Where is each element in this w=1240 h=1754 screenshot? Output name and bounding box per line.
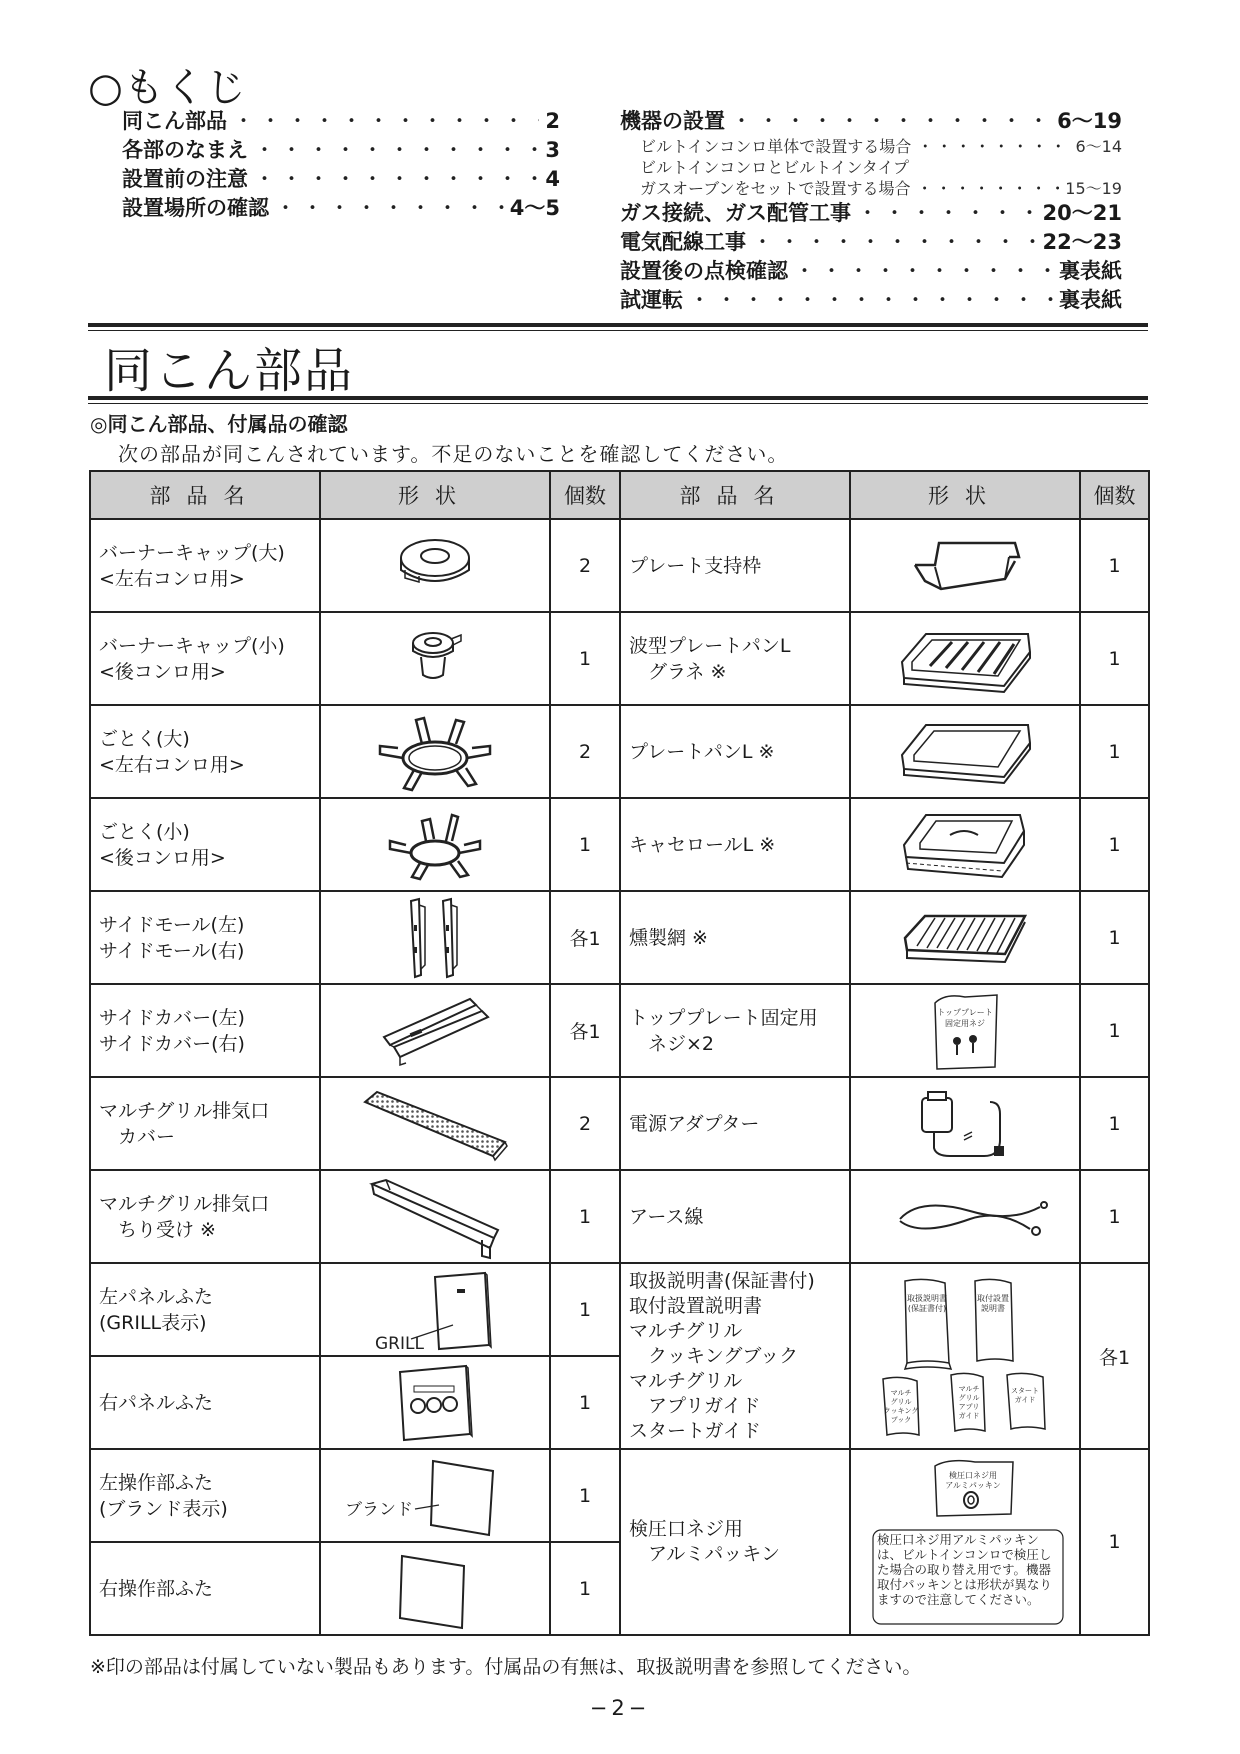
part-quantity: 1 xyxy=(550,798,620,891)
toc-entry-page: 裏表紙 xyxy=(1059,288,1122,312)
part-illustration xyxy=(320,984,550,1077)
page-number: −2− xyxy=(589,1696,651,1720)
part-quantity: 各1 xyxy=(1080,1263,1149,1449)
right-control-lid-icon xyxy=(380,1548,490,1630)
part-quantity: 1 xyxy=(550,1263,620,1356)
svg-text:検圧口ネジ用アルミパッキン: 検圧口ネジ用アルミパッキン xyxy=(945,1471,1001,1490)
part-name: 波型プレートパンL グラネ ※ xyxy=(620,612,850,705)
toc-entry[interactable] xyxy=(620,255,1122,284)
toc-entry[interactable] xyxy=(122,163,560,192)
part-quantity: 各1 xyxy=(550,984,620,1077)
part-name: 右パネルふた xyxy=(90,1356,320,1449)
part-quantity: 各1 xyxy=(550,891,620,984)
part-quantity: 1 xyxy=(1080,705,1149,798)
parts-table xyxy=(89,470,1150,1636)
part-name: 検圧口ネジ用 アルミパッキン xyxy=(620,1449,850,1635)
part-name: トッププレート固定用 ネジ×2 xyxy=(620,984,850,1077)
plate-frame-icon xyxy=(895,531,1035,601)
part-illustration xyxy=(850,705,1080,798)
screw-bag-icon xyxy=(925,989,1005,1073)
svg-text:固定用ネジ: 固定用ネジ xyxy=(945,1018,985,1028)
wave-plate-pan-icon xyxy=(890,622,1040,696)
toc-subentry-title: ビルトインコンロ単体で設置する場合 xyxy=(640,137,912,156)
part-quantity: 1 xyxy=(1080,519,1149,612)
table-row xyxy=(90,798,1149,891)
toc-entry[interactable] xyxy=(620,197,1122,226)
part-quantity: 1 xyxy=(1080,1077,1149,1170)
toc-entry-title: 各部のなまえ xyxy=(122,138,248,162)
header-part-name: 部品名 xyxy=(620,471,850,519)
part-illustration xyxy=(850,1263,1080,1449)
table-row xyxy=(90,984,1149,1077)
toc-entry[interactable] xyxy=(620,226,1122,255)
part-quantity: 1 xyxy=(550,1170,620,1263)
part-illustration xyxy=(320,1449,550,1542)
toc-heading: ○もくじ xyxy=(88,65,247,111)
part-quantity: 1 xyxy=(550,612,620,705)
toc-entry-page: 20〜21 xyxy=(1042,201,1122,225)
part-illustration xyxy=(850,1170,1080,1263)
header-count: 個数 xyxy=(550,471,620,519)
smoking-rack-icon xyxy=(895,908,1035,968)
toc-left-column xyxy=(122,105,560,221)
toc-subentry-title: ガスオーブンをセットで設置する場合 xyxy=(640,179,911,198)
side-cover-icon xyxy=(370,991,500,1071)
table-row xyxy=(90,1263,1149,1356)
aluminum-gasket-icon xyxy=(865,1456,1065,1628)
part-illustration xyxy=(320,1170,550,1263)
svg-text:取付設置説明書: 取付設置説明書 xyxy=(977,1294,1009,1313)
part-illustration xyxy=(320,891,550,984)
toc-entry-title: 機器の設置 xyxy=(620,109,725,133)
burner-cap-large-icon xyxy=(375,526,495,606)
svg-text:スタートガイド: スタートガイド xyxy=(1011,1387,1039,1404)
trivet-large-icon xyxy=(370,710,500,794)
part-name: 電源アダプター xyxy=(620,1077,850,1170)
toc-entry-title: 設置場所の確認 xyxy=(122,196,269,220)
header-shape: 形状 xyxy=(850,471,1080,519)
toc-entry-page: 22〜23 xyxy=(1042,230,1122,254)
part-illustration xyxy=(850,1449,1080,1635)
part-illustration xyxy=(850,1077,1080,1170)
table-header-row xyxy=(90,471,1149,519)
left-panel-lid-icon xyxy=(335,1267,535,1353)
dust-tray-icon xyxy=(360,1174,510,1260)
toc-subentry[interactable] xyxy=(620,176,1122,197)
exhaust-cover-icon xyxy=(355,1084,515,1164)
toc-subentry-title: ビルトインコンロとビルトインタイプ xyxy=(640,158,909,177)
brand-label: ブランド xyxy=(345,1499,413,1520)
svg-text:トッププレート: トッププレート xyxy=(937,1007,993,1017)
power-adapter-icon xyxy=(910,1084,1020,1164)
burner-cap-small-icon xyxy=(395,619,475,699)
header-shape: 形状 xyxy=(320,471,550,519)
part-name: プレートパンL ※ xyxy=(620,705,850,798)
part-name: アース線 xyxy=(620,1170,850,1263)
part-illustration xyxy=(850,798,1080,891)
part-quantity: 2 xyxy=(550,519,620,612)
toc-entry[interactable] xyxy=(122,105,560,134)
header-count: 個数 xyxy=(1080,471,1149,519)
table-row xyxy=(90,891,1149,984)
toc-entry-page: 4 xyxy=(545,167,560,191)
part-name: バーナーキャップ(大) <左右コンロ用> xyxy=(90,519,320,612)
part-quantity: 1 xyxy=(550,1356,620,1449)
part-name: キャセロールL ※ xyxy=(620,798,850,891)
toc-entry[interactable] xyxy=(122,134,560,163)
part-illustration xyxy=(320,1077,550,1170)
toc-entry-page: 4〜5 xyxy=(509,196,560,220)
svg-text:マルチグリルアプリガイド: マルチグリルアプリガイド xyxy=(958,1385,980,1420)
part-name: 右操作部ふた xyxy=(90,1542,320,1635)
section-rule-bottom-thin xyxy=(88,403,1148,404)
part-quantity: 2 xyxy=(550,1077,620,1170)
part-illustration xyxy=(850,612,1080,705)
toc-entry-title: 設置前の注意 xyxy=(122,167,248,191)
part-illustration xyxy=(320,519,550,612)
right-panel-lid-icon xyxy=(380,1362,490,1444)
part-quantity: 1 xyxy=(1080,891,1149,984)
part-name: 燻製網 ※ xyxy=(620,891,850,984)
toc-entry-page: 2 xyxy=(545,109,560,133)
part-name: 左操作部ふた (ブランド表示) xyxy=(90,1449,320,1542)
part-illustration xyxy=(320,1542,550,1635)
part-quantity: 1 xyxy=(1080,798,1149,891)
table-row xyxy=(90,1449,1149,1542)
toc-entry[interactable] xyxy=(620,105,1122,134)
part-name: ごとく(大) <左右コンロ用> xyxy=(90,705,320,798)
part-quantity: 1 xyxy=(1080,1170,1149,1263)
part-name: ごとく(小) <後コンロ用> xyxy=(90,798,320,891)
section-rule-bottom xyxy=(88,396,1148,400)
part-illustration xyxy=(320,612,550,705)
trivet-small-icon xyxy=(380,805,490,885)
toc-entry-title: 同こん部品 xyxy=(122,109,227,133)
part-name: 左パネルふた (GRILL表示) xyxy=(90,1263,320,1356)
part-name: バーナーキャップ(小) <後コンロ用> xyxy=(90,612,320,705)
part-illustration xyxy=(850,891,1080,984)
part-name: 取扱説明書(保証書付) 取付設置説明書 マルチグリル クッキングブック マルチグリル アプリガイド スタートガイド xyxy=(620,1263,850,1449)
casserole-icon xyxy=(890,805,1040,885)
section-rule-top xyxy=(88,323,1148,327)
left-control-lid-icon xyxy=(335,1453,535,1539)
plate-pan-icon xyxy=(890,715,1040,789)
part-illustration xyxy=(320,1263,550,1356)
toc-entry-title: 電気配線工事 xyxy=(620,230,746,254)
toc-entry-title: 試運転 xyxy=(620,288,683,312)
section-title: 同こん部品 xyxy=(104,343,355,399)
part-illustration xyxy=(850,984,1080,1077)
part-name: マルチグリル排気口 ちり受け ※ xyxy=(90,1170,320,1263)
gasket-note: 検圧口ネジ用アルミパッキンは、ビルトインコンロで検圧した場合の取り替え用です。機器取付パッキンとは形状が異なりますので注意してください。 xyxy=(877,1532,1052,1607)
toc-subentry[interactable] xyxy=(620,134,1122,155)
section-rule-top-thin xyxy=(88,330,1148,331)
part-quantity: 2 xyxy=(550,705,620,798)
svg-text:取扱説明書(保証書付): 取扱説明書(保証書付) xyxy=(907,1294,947,1313)
part-quantity: 1 xyxy=(1080,612,1149,705)
ground-wire-icon xyxy=(880,1187,1050,1247)
toc-entry-page: 裏表紙 xyxy=(1059,259,1122,283)
toc-entry-page: 6〜19 xyxy=(1057,109,1122,133)
manual-booklets-icon xyxy=(865,1271,1065,1441)
table-row xyxy=(90,1170,1149,1263)
part-quantity: 1 xyxy=(1080,984,1149,1077)
part-illustration xyxy=(320,1356,550,1449)
part-name: サイドモール(左) サイドモール(右) xyxy=(90,891,320,984)
part-quantity: 1 xyxy=(1080,1449,1149,1635)
toc-entry-title: ガス接続、ガス配管工事 xyxy=(620,201,851,225)
toc-right-column xyxy=(620,105,1122,313)
intro-text: 次の部品が同こんされています。不足のないことを確認してください。 xyxy=(118,442,789,466)
toc-subentry xyxy=(620,155,1122,176)
toc-entry-page: 3 xyxy=(545,138,560,162)
part-name: サイドカバー(左) サイドカバー(右) xyxy=(90,984,320,1077)
toc-entry[interactable] xyxy=(620,284,1122,313)
svg-text:マルチグリルクッキングブック: マルチグリルクッキングブック xyxy=(883,1389,919,1424)
footnote: ※印の部品は付属していない製品もあります。付属品の有無は、取扱説明書を参照してください。 xyxy=(90,1656,922,1678)
table-row xyxy=(90,612,1149,705)
table-row xyxy=(90,1077,1149,1170)
table-row xyxy=(90,705,1149,798)
side-molding-icon xyxy=(395,895,475,981)
part-quantity: 1 xyxy=(550,1449,620,1542)
table-row xyxy=(90,519,1149,612)
part-name: マルチグリル排気口 カバー xyxy=(90,1077,320,1170)
part-name: プレート支持枠 xyxy=(620,519,850,612)
toc-entry-page: 6〜14 xyxy=(1075,137,1122,156)
part-illustration xyxy=(320,705,550,798)
toc-entry-title: 設置後の点検確認 xyxy=(620,259,788,283)
toc-entry-page: 15〜19 xyxy=(1065,179,1122,198)
part-illustration xyxy=(850,519,1080,612)
header-part-name: 部品名 xyxy=(90,471,320,519)
sub-heading: ◎同こん部品、付属品の確認 xyxy=(90,412,348,436)
grill-label: GRILL xyxy=(375,1333,424,1353)
toc-entry[interactable] xyxy=(122,192,560,221)
part-illustration xyxy=(320,798,550,891)
part-quantity: 1 xyxy=(550,1542,620,1635)
